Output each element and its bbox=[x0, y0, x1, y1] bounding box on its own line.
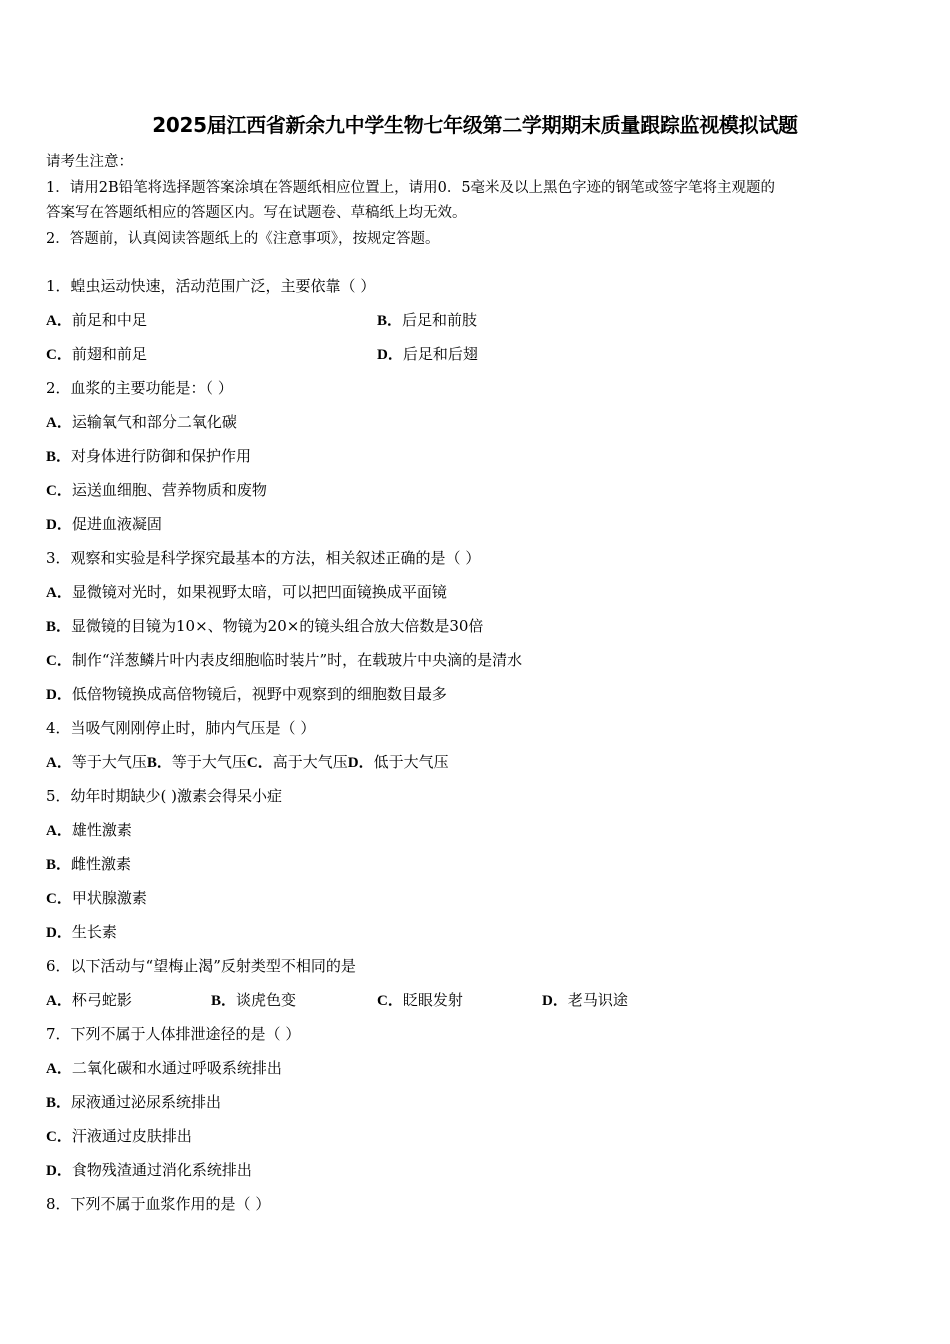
option-text: 运送血细胞、营养物质和废物 bbox=[71, 481, 267, 499]
question-4-option-c[interactable] bbox=[247, 753, 348, 771]
option-text: 低倍物镜换成高倍物镜后，视野中观察到的细胞数目最多 bbox=[71, 685, 447, 703]
option-text: 雌性激素 bbox=[71, 855, 132, 873]
question-3-option-c[interactable] bbox=[46, 648, 522, 673]
option-text: 汗液通过皮肤排出 bbox=[71, 1127, 192, 1145]
question-7-option-a[interactable] bbox=[46, 1056, 282, 1081]
option-label: C． bbox=[246, 755, 273, 771]
option-text: 显微镜的目镜为10×、物镜为20×的镜头组合放大倍数是30倍 bbox=[71, 617, 484, 635]
question-6-option-d[interactable] bbox=[542, 988, 628, 1013]
question-6-option-a[interactable] bbox=[46, 988, 132, 1013]
option-text: 对身体进行防御和保护作用 bbox=[71, 447, 252, 465]
option-label: D． bbox=[542, 993, 568, 1009]
option-label: C． bbox=[377, 993, 403, 1009]
option-text: 雄性激素 bbox=[71, 821, 132, 839]
page-title: 2025届江西省新余九中学生物七年级第二学期期末质量跟踪监视模拟试题 bbox=[152, 113, 798, 137]
question-7-option-c[interactable] bbox=[46, 1124, 192, 1149]
question-2-stem: 2．血浆的主要功能是：（ ） bbox=[46, 379, 233, 397]
option-label: B． bbox=[46, 449, 72, 465]
question-1-option-d[interactable] bbox=[377, 342, 478, 367]
question-7-stem: 7．下列不属于人体排泄途径的是（ ） bbox=[46, 1025, 301, 1043]
question-6-option-c[interactable] bbox=[377, 988, 463, 1013]
option-label: B． bbox=[211, 993, 237, 1009]
option-label: D． bbox=[46, 1163, 72, 1179]
option-label: D． bbox=[377, 347, 403, 363]
option-label: D． bbox=[46, 517, 72, 533]
question-4-option-d[interactable] bbox=[348, 753, 449, 771]
option-text: 低于大气压 bbox=[373, 753, 449, 771]
option-text: 前翅和前足 bbox=[71, 345, 147, 363]
option-label: B． bbox=[46, 619, 72, 635]
question-7-option-b[interactable] bbox=[46, 1090, 221, 1115]
option-label: B． bbox=[46, 857, 72, 873]
option-text: 高于大气压 bbox=[272, 753, 348, 771]
option-text: 眨眼发射 bbox=[402, 991, 463, 1009]
option-label: A． bbox=[46, 823, 72, 839]
option-text: 食物残渣通过消化系统排出 bbox=[71, 1161, 252, 1179]
question-1-option-c[interactable] bbox=[46, 342, 147, 367]
option-text: 杯弓蛇影 bbox=[71, 991, 132, 1009]
question-5-option-c[interactable] bbox=[46, 886, 147, 911]
option-label: B． bbox=[377, 313, 403, 329]
notice-line-2: 2．答题前，认真阅读答题纸上的《注意事项》，按规定答题。 bbox=[46, 230, 440, 247]
question-1-option-b[interactable] bbox=[377, 308, 477, 333]
option-label: B． bbox=[46, 1095, 72, 1111]
option-label: C． bbox=[46, 653, 72, 669]
question-1-stem: 1．蝗虫运动快速，活动范围广泛，主要依靠（ ） bbox=[46, 277, 376, 295]
option-label: A． bbox=[46, 1061, 72, 1077]
option-label: C． bbox=[46, 483, 72, 499]
question-4-stem: 4．当吸气刚刚停止时，肺内气压是（ ） bbox=[46, 719, 316, 737]
question-5-stem: 5．幼年时期缺少( )激素会得呆小症 bbox=[46, 787, 283, 805]
question-7-option-d[interactable] bbox=[46, 1158, 252, 1183]
notice-line-1a: 1．请用2B铅笔将选择题答案涂填在答题纸相应位置上，请用0．5毫米及以上黑色字迹的钢笔或签字笔将主观题的 bbox=[46, 179, 776, 196]
question-6-stem: 6．以下活动与“望梅止渴”反射类型不相同的是 bbox=[46, 957, 356, 975]
question-5-option-a[interactable] bbox=[46, 818, 132, 843]
option-label: D． bbox=[347, 755, 374, 771]
question-1-option-a[interactable] bbox=[46, 308, 147, 333]
option-label: D． bbox=[46, 925, 72, 941]
option-text: 等于大气压 bbox=[71, 753, 147, 771]
option-text: 前足和中足 bbox=[71, 311, 147, 329]
option-label: A． bbox=[46, 415, 72, 431]
option-text: 制作“洋葱鳞片叶内表皮细胞临时装片”时，在载玻片中央滴的是清水 bbox=[71, 651, 523, 669]
option-text: 尿液通过泌尿系统排出 bbox=[71, 1093, 222, 1111]
option-text: 运输氧气和部分二氧化碳 bbox=[71, 413, 237, 431]
option-text: 促进血液凝固 bbox=[71, 515, 162, 533]
option-text: 显微镜对光时，如果视野太暗，可以把凹面镜换成平面镜 bbox=[71, 583, 447, 601]
option-label: C． bbox=[46, 1129, 72, 1145]
option-text: 后足和前肢 bbox=[402, 311, 478, 329]
question-4-option-b[interactable] bbox=[147, 753, 247, 771]
question-5-option-d[interactable] bbox=[46, 920, 117, 945]
question-6-option-b[interactable] bbox=[211, 988, 296, 1013]
question-3-stem: 3．观察和实验是科学探究最基本的方法，相关叙述正确的是（ ） bbox=[46, 549, 481, 567]
option-label: A． bbox=[46, 585, 72, 601]
option-label: A． bbox=[46, 993, 72, 1009]
question-2-option-b[interactable] bbox=[46, 444, 251, 469]
option-label: A． bbox=[46, 313, 72, 329]
question-3-option-a[interactable] bbox=[46, 580, 447, 605]
question-4-option-a[interactable] bbox=[46, 753, 147, 771]
option-label: A． bbox=[46, 755, 72, 771]
question-8-stem: 8．下列不属于血浆作用的是（ ） bbox=[46, 1195, 271, 1213]
question-2-option-a[interactable] bbox=[46, 410, 237, 435]
question-2-option-d[interactable] bbox=[46, 512, 162, 537]
question-3-option-b[interactable] bbox=[46, 614, 483, 639]
option-label: C． bbox=[46, 347, 72, 363]
notice-block bbox=[46, 150, 896, 252]
option-text: 老马识途 bbox=[567, 991, 628, 1009]
option-text: 生长素 bbox=[71, 923, 117, 941]
option-text: 甲状腺激素 bbox=[71, 889, 147, 907]
option-text: 二氧化碳和水通过呼吸系统排出 bbox=[71, 1059, 282, 1077]
question-3-option-d[interactable] bbox=[46, 682, 447, 707]
question-2-option-c[interactable] bbox=[46, 478, 267, 503]
question-5-option-b[interactable] bbox=[46, 852, 131, 877]
option-text: 等于大气压 bbox=[171, 753, 247, 771]
option-label: B． bbox=[146, 755, 172, 771]
option-label: D． bbox=[46, 687, 72, 703]
option-text: 谈虎色变 bbox=[236, 991, 297, 1009]
notice-line-1b: 答案写在答题纸相应的答题区内。写在试题卷、草稿纸上均无效。 bbox=[46, 205, 467, 221]
option-text: 后足和后翅 bbox=[402, 345, 478, 363]
notice-heading: 请考生注意： bbox=[46, 154, 133, 170]
option-label: C． bbox=[46, 891, 72, 907]
question-4-options-row bbox=[46, 750, 449, 775]
